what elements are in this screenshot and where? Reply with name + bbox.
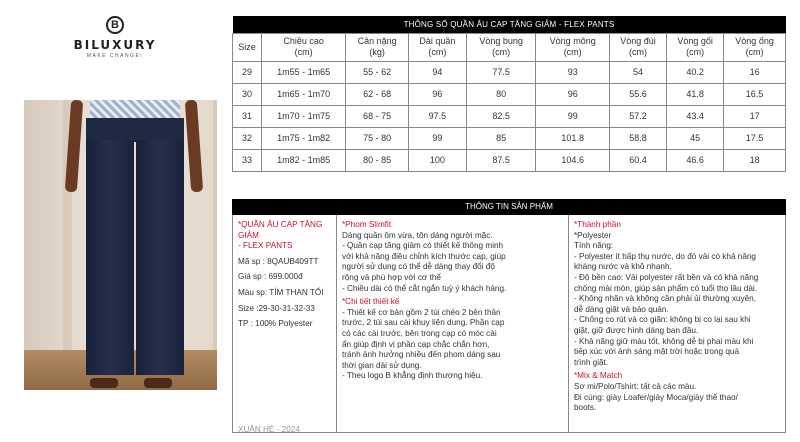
size-col-header: Cân nặng (kg) bbox=[346, 33, 409, 61]
size-cell: 16 bbox=[724, 61, 786, 83]
size-col-header: Vòng mông (cm) bbox=[536, 33, 610, 61]
size-cell: 68 - 75 bbox=[346, 105, 409, 127]
size-cell: 55.6 bbox=[609, 83, 666, 105]
size-cell: 100 bbox=[408, 149, 466, 171]
design-description bbox=[342, 308, 563, 382]
size-cell: 54 bbox=[609, 61, 666, 83]
product-material: TP : 100% Polyester bbox=[238, 319, 313, 329]
description-line: kháng nước và khô nhanh. bbox=[574, 262, 672, 272]
description-line: - Độ bền cao: Vải polyester rất bền và có khả năng bbox=[574, 272, 759, 282]
description-line: tránh ảnh hưởng nhiều đến phom dáng sau bbox=[342, 350, 501, 360]
composition-description bbox=[574, 231, 782, 369]
brand-logo bbox=[60, 16, 170, 59]
size-cell: 16.5 bbox=[724, 83, 786, 105]
size-row bbox=[233, 149, 786, 171]
size-cell: 40.2 bbox=[667, 61, 724, 83]
size-cell: 41.8 bbox=[667, 83, 724, 105]
size-cell: 96 bbox=[536, 83, 610, 105]
size-cell: 104.6 bbox=[536, 149, 610, 171]
description-line: - Khả năng giữ màu tốt, không dễ bị phai màu khi bbox=[574, 336, 754, 346]
description-line: Tính năng: bbox=[574, 241, 614, 251]
composition-column bbox=[568, 215, 787, 433]
size-row bbox=[233, 127, 786, 149]
size-cell: 85 bbox=[466, 127, 536, 149]
description-line: với khả năng điều chỉnh kích thước cạp, giúp bbox=[342, 251, 506, 261]
size-cell: 1m70 - 1m75 bbox=[261, 105, 345, 127]
description-line: Dáng quần ôm vừa, tôn dáng người mặc. bbox=[342, 230, 493, 240]
product-sku: Mã sp : 8QAUB409TT bbox=[238, 256, 319, 266]
size-col-header: Vòng ống (cm) bbox=[724, 33, 786, 61]
description-line: - Chiều dài có thể cắt ngắn tuỳ ý khách hàng. bbox=[342, 283, 507, 293]
size-chart-table bbox=[232, 16, 786, 172]
product-image bbox=[24, 100, 217, 390]
description-line: dễ dàng giặt và bảo quản. bbox=[574, 304, 669, 314]
product-size: Size :29-30-31-32-33 bbox=[238, 303, 315, 313]
size-cell: 17.5 bbox=[724, 127, 786, 149]
size-cell: 55 - 62 bbox=[346, 61, 409, 83]
size-cell: 80 bbox=[466, 83, 536, 105]
product-summary-column bbox=[233, 215, 336, 433]
size-cell: 60.4 bbox=[609, 149, 666, 171]
size-cell: 45 bbox=[667, 127, 724, 149]
description-line: - Không nhăn và không cần phải ủi thường xuyên, bbox=[574, 294, 757, 304]
size-cell: 31 bbox=[233, 105, 262, 127]
size-cell: 1m65 - 1m70 bbox=[261, 83, 345, 105]
size-col-header: Size bbox=[233, 33, 262, 61]
size-col-header: Vòng đùi (cm) bbox=[609, 33, 666, 61]
size-cell: 30 bbox=[233, 83, 262, 105]
size-cell: 94 bbox=[408, 61, 466, 83]
composition-heading: *Thành phần bbox=[574, 220, 621, 229]
product-info bbox=[232, 199, 786, 433]
size-cell: 99 bbox=[408, 127, 466, 149]
description-line: - Polyester ít hấp thụ nước, do đó vải có khả năng bbox=[574, 251, 756, 261]
product-price: Giá sp : 699.000đ bbox=[238, 272, 303, 282]
fit-design-column bbox=[336, 215, 568, 433]
description-line: chống mài mòn, giúp sản phẩm có tuổi thọ lâu dài. bbox=[574, 283, 757, 293]
size-cell: 96 bbox=[408, 83, 466, 105]
description-line: Sơ mi/Polo/Tshirt: tất cả các màu. bbox=[574, 381, 697, 391]
product-season: XUÂN HÈ - 2024 bbox=[238, 425, 300, 434]
size-cell: 101.8 bbox=[536, 127, 610, 149]
size-cell: 75 - 80 bbox=[346, 127, 409, 149]
description-line: có các cài trước, bên trong cạp có móc cài bbox=[342, 328, 497, 338]
size-cell: 18 bbox=[724, 149, 786, 171]
description-line: giặt, giữ được hình dáng ban đầu. bbox=[574, 325, 699, 335]
size-cell: 57.2 bbox=[609, 105, 666, 127]
product-info-title: THÔNG TIN SẢN PHẨM bbox=[232, 199, 786, 215]
size-cell: 1m75 - 1m82 bbox=[261, 127, 345, 149]
size-col-header: Dài quần (cm) bbox=[408, 33, 466, 61]
product-name-line1: *QUẦN ÂU CẠP TĂNG GIẢM bbox=[238, 220, 323, 240]
size-cell: 1m82 - 1m85 bbox=[261, 149, 345, 171]
size-cell: 43.4 bbox=[667, 105, 724, 127]
size-cell: 46.6 bbox=[667, 149, 724, 171]
size-cell: 33 bbox=[233, 149, 262, 171]
description-line: người sử dụng có thể dễ dàng thay đổi độ bbox=[342, 262, 495, 272]
product-name-line2: - FLEX PANTS bbox=[238, 241, 293, 251]
fit-heading: *Phom Slimfit bbox=[342, 220, 392, 229]
size-col-header: Chiều cao (cm) bbox=[261, 33, 345, 61]
size-row bbox=[233, 105, 786, 127]
size-cell: 32 bbox=[233, 127, 262, 149]
design-heading: *Chi tiết thiết kế bbox=[342, 297, 400, 307]
description-line: *Polyester bbox=[574, 230, 612, 240]
size-cell: 99 bbox=[536, 105, 610, 127]
size-cell: 80 - 85 bbox=[346, 149, 409, 171]
brand-mark-icon: B bbox=[106, 16, 124, 34]
size-row bbox=[233, 83, 786, 105]
description-line: - Quần cạp tăng giảm có thiết kế thông minh bbox=[342, 241, 504, 251]
size-cell: 58.8 bbox=[609, 127, 666, 149]
description-line: rộng và phù hợp với cơ thể bbox=[342, 272, 441, 282]
product-color: Màu sp: TÍM THAN TỐI bbox=[238, 287, 324, 297]
mix-heading: *Mix & Match bbox=[574, 371, 623, 381]
brand-tagline: MAKE CHANGE! bbox=[86, 53, 144, 59]
description-line: ẩn giúp định vị phần cạp chắc chắn hơn, bbox=[342, 339, 490, 349]
brand-name: BILUXURY bbox=[73, 38, 157, 52]
size-cell: 97.5 bbox=[408, 105, 466, 127]
description-line: trình giặt. bbox=[574, 357, 609, 367]
description-line: Đi cùng: giày Loafer/giày Moca/giày thể thao/ bbox=[574, 392, 738, 402]
size-cell: 87.5 bbox=[466, 149, 536, 171]
size-cell: 77.5 bbox=[466, 61, 536, 83]
description-line: - Theu logo B khẳng định thương hiệu. bbox=[342, 371, 483, 381]
size-col-header: Vòng gối (cm) bbox=[667, 33, 724, 61]
size-cell: 62 - 68 bbox=[346, 83, 409, 105]
description-line: tiếp xúc với ánh sáng mặt trời hoặc trong quá bbox=[574, 347, 740, 357]
description-line: - Thiết kế cơ bản gồm 2 túi chéo 2 bên thân bbox=[342, 307, 501, 317]
size-cell: 1m55 - 1m65 bbox=[261, 61, 345, 83]
fit-description bbox=[342, 231, 563, 295]
size-col-header: Vòng bụng (cm) bbox=[466, 33, 536, 61]
size-cell: 93 bbox=[536, 61, 610, 83]
size-cell: 17 bbox=[724, 105, 786, 127]
size-cell: 29 bbox=[233, 61, 262, 83]
description-line: thời gian dài sử dụng. bbox=[342, 360, 422, 370]
description-line: - Chống co rút và co giãn: không bị co lại sau khi bbox=[574, 315, 751, 325]
size-cell: 82.5 bbox=[466, 105, 536, 127]
description-line: boots. bbox=[574, 403, 597, 413]
mix-description bbox=[574, 382, 782, 414]
size-row bbox=[233, 61, 786, 83]
size-chart-title: THÔNG SỐ QUẦN ÂU CẠP TĂNG GIẢM - FLEX PANTS bbox=[233, 16, 786, 33]
description-line: trước, 2 túi sau cài khuy liện dung. Phần cạp bbox=[342, 318, 505, 328]
